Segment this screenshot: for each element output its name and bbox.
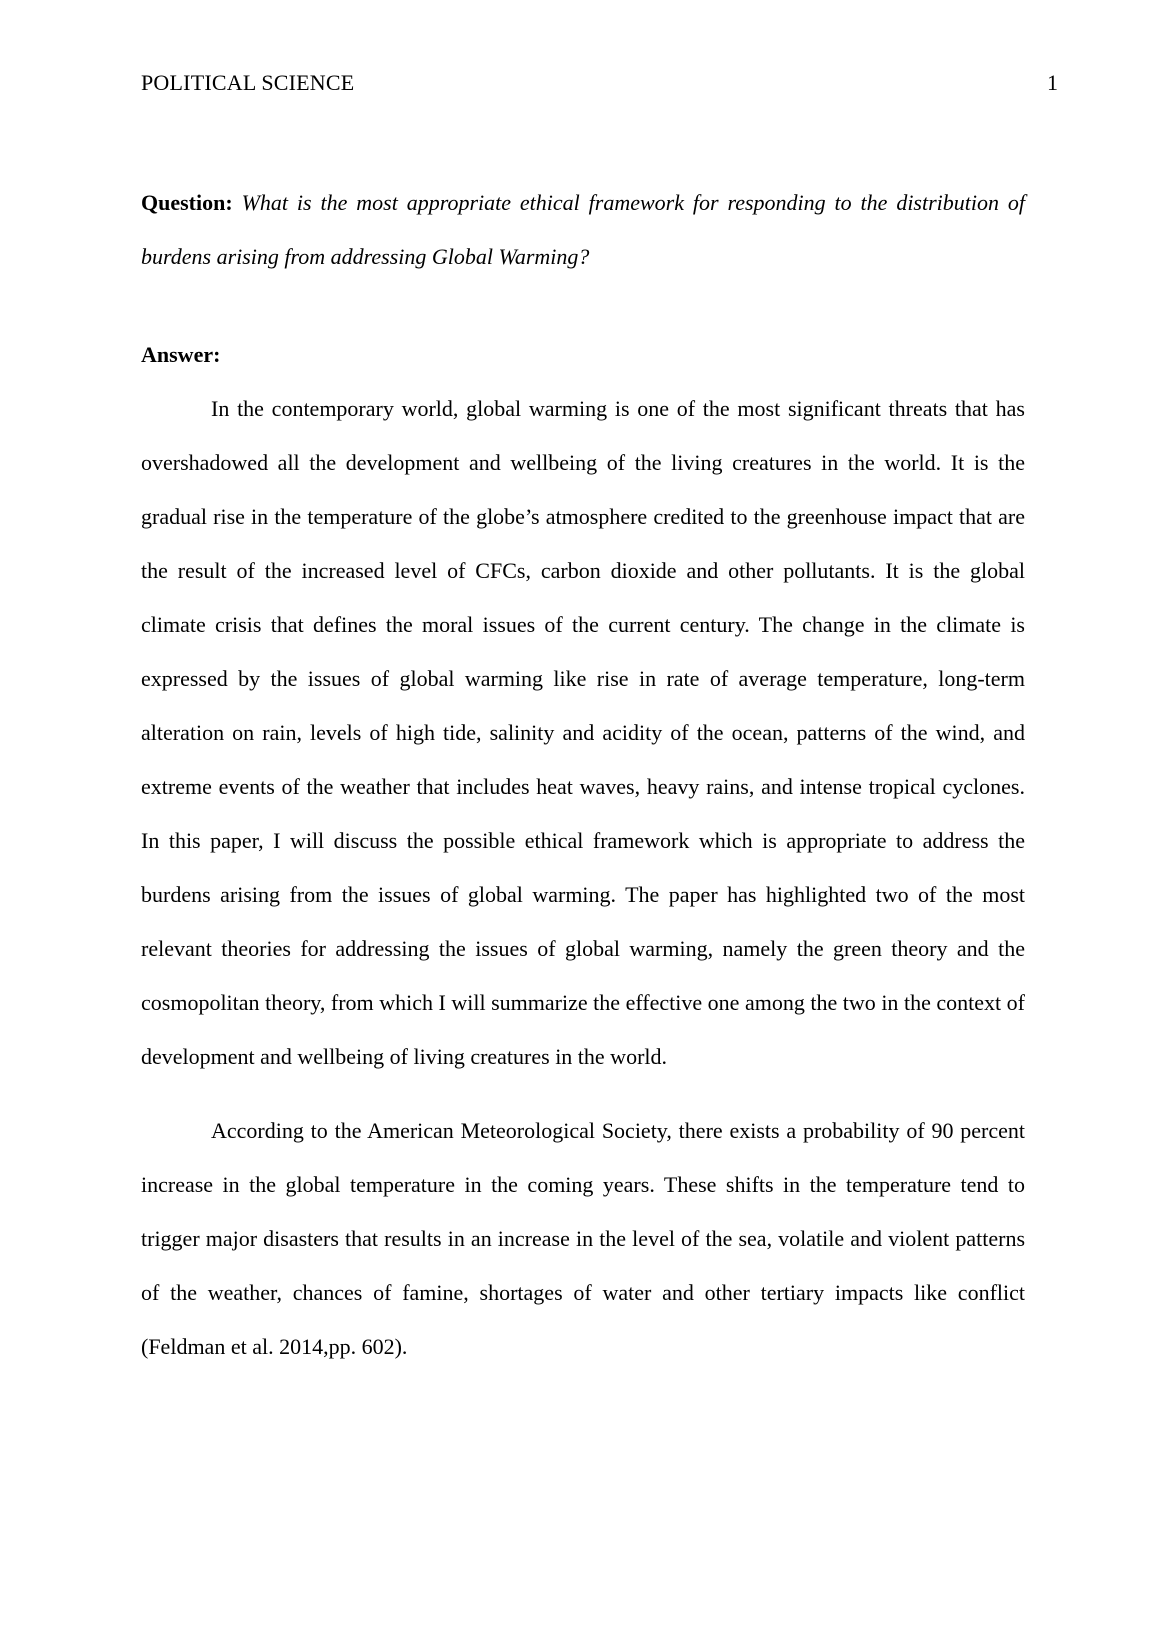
answer-label: Answer: xyxy=(141,342,221,367)
page-number: 1 xyxy=(1047,70,1058,95)
answer-paragraph: According to the American Meteorological Society, there exists a probability of 90 percent increase in the global temperature in the coming years. These shifts in the temperature tend to trigger major disasters that results in an increase in the level of the sea, volatile and violent patterns of the weather, chances of famine, shortages of water and other tertiary impacts like conflict (Feldman et al. 2014,pp. 602). xyxy=(141,1118,1025,1359)
answer-paragraph: In the contemporary world, global warming is one of the most significant threats that has overshadowed all the development and wellbeing of the living creatures in the world. It is the gradual rise in the temperature of the globe’s atmosphere credited to the greenhouse impact that are the result of the increased level of CFCs, carbon dioxide and other pollutants. It is the global climate crisis that defines the moral issues of the current century. The change in the climate is expressed by the issues of global warming like rise in rate of average temperature, long-term alteration on rain, levels of high tide, salinity and acidity of the ocean, patterns of the wind, and extreme events of the weather that includes heat waves, heavy rains, and intense tropical cyclones. In this paper, I will discuss the possible ethical framework which is appropriate to address the burdens arising from the issues of global warming. The paper has highlighted two of the most relevant theories for addressing the issues of global warming, namely the green theory and the cosmopolitan theory, from which I will summarize the effective one among the two in the context of development and wellbeing of living creatures in the world. xyxy=(141,396,1025,1069)
document-body xyxy=(141,176,1025,1374)
question-label: Question: xyxy=(141,190,233,215)
question-text: What is the most appropriate ethical framework for responding to the distribution of burdens arising from addressing Global Warming? xyxy=(141,190,1026,269)
question-block xyxy=(141,176,1025,284)
running-head: POLITICAL SCIENCE xyxy=(141,70,355,95)
